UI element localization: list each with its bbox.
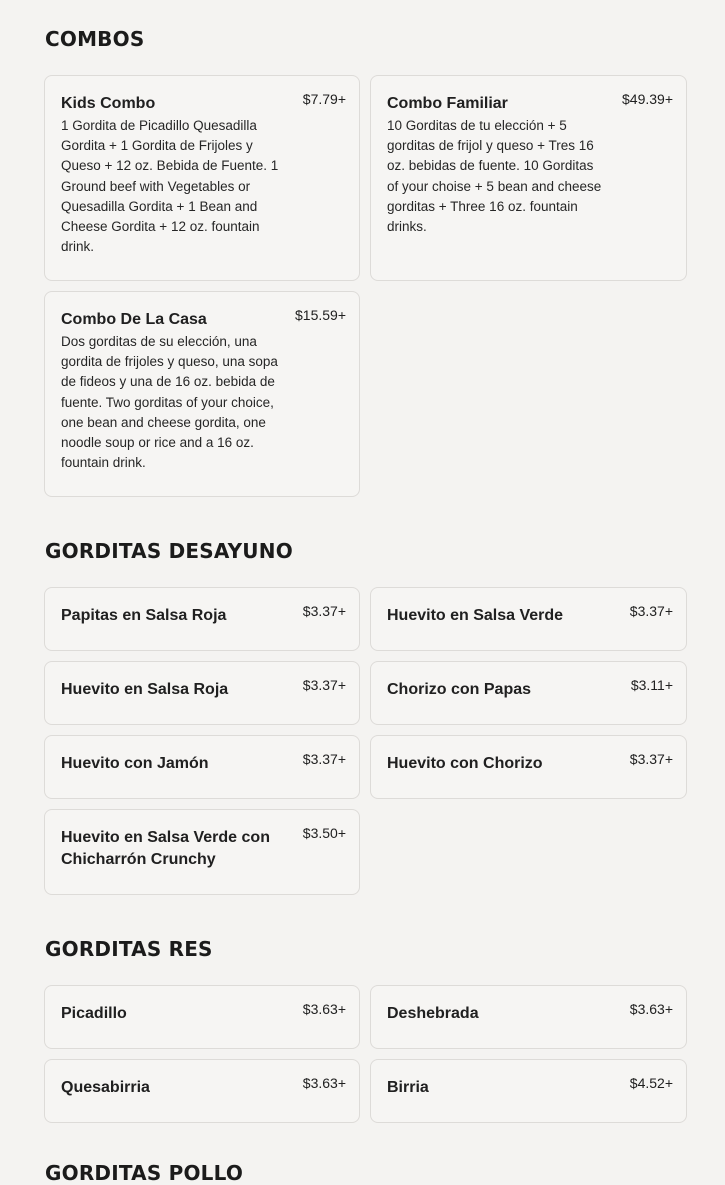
- menu-item-name: Birria: [387, 1079, 429, 1096]
- menu-item-name: Picadillo: [61, 1005, 127, 1022]
- menu-item-card[interactable]: [44, 587, 360, 651]
- menu-item-description: 1 Gordita de Picadillo Quesadilla Gordita + 1 Gordita de Frijoles y Queso + 12 oz. Bebida de Fuente. 1 Ground beef with Vegetables or Quesadilla Gordita + 1 Bean and Cheese Gordita + 12 oz. fountain drink.: [61, 118, 279, 255]
- menu-item-card[interactable]: [370, 985, 687, 1049]
- menu-item-card[interactable]: [44, 1059, 360, 1123]
- menu-item-price: $3.37+: [302, 751, 346, 767]
- menu-item-name: Deshebrada: [387, 1005, 479, 1022]
- menu-item-card[interactable]: [44, 735, 360, 799]
- menu-item-name: Huevito con Chorizo: [387, 755, 543, 772]
- menu-item-card[interactable]: [370, 75, 687, 281]
- section-title-gorditas-pollo: GORDITAS POLLO: [45, 1161, 244, 1185]
- menu-item-price: $3.37+: [302, 603, 346, 619]
- menu-item-price: $3.50+: [302, 825, 346, 841]
- menu-item-price: $49.39+: [622, 91, 673, 107]
- menu-item-card[interactable]: [44, 291, 360, 497]
- section-title-combos: COMBOS: [45, 27, 145, 51]
- section-title-gorditas-res: GORDITAS RES: [45, 937, 213, 961]
- menu-item-price: $3.11+: [630, 677, 673, 693]
- menu-item-price: $7.79+: [302, 91, 346, 107]
- menu-item-price: $3.37+: [302, 677, 346, 693]
- menu-item-card[interactable]: [44, 75, 360, 281]
- menu-item-price: $3.63+: [302, 1001, 346, 1017]
- menu-item-price: $3.37+: [629, 751, 673, 767]
- menu-item-name: Huevito en Salsa Roja: [61, 681, 229, 698]
- menu-item-price: $3.37+: [629, 603, 673, 619]
- menu-item-name: Huevito en Salsa Verde con Chicharrón Crunchy: [61, 829, 270, 868]
- menu-item-price: $3.63+: [302, 1075, 346, 1091]
- menu-item-card[interactable]: [370, 661, 687, 725]
- menu-item-card[interactable]: [370, 587, 687, 651]
- menu-item-price: $15.59+: [295, 307, 346, 323]
- menu-item-name: Chorizo con Papas: [387, 681, 532, 698]
- menu-item-name: Quesabirria: [61, 1079, 150, 1096]
- menu-item-card[interactable]: [370, 735, 687, 799]
- menu-item-name: Kids Combo: [61, 95, 156, 112]
- menu-item-card[interactable]: [44, 661, 360, 725]
- menu-item-name: Papitas en Salsa Roja: [61, 607, 227, 624]
- section-title-gorditas-desayuno: GORDITAS DESAYUNO: [45, 539, 293, 563]
- menu-item-description: Dos gorditas de su elección, una gordita de frijoles y queso, una sopa de fideos y una de 16 oz. bebida de fuente. Two gorditas of your choice, one bean and cheese gordita, one noodle soup or rice and a 16 oz. fountain drink.: [61, 334, 278, 471]
- menu-item-description: 10 Gorditas de tu elección + 5 gorditas de frijol y queso + Tres 16 oz. bebidas de fuente. 10 Gorditas of your choise + 5 bean and cheese gorditas + Three 16 oz. fountain drinks.: [387, 118, 602, 235]
- menu-item-card[interactable]: [44, 809, 360, 895]
- menu-item-name: Huevito con Jamón: [61, 755, 209, 772]
- menu-item-card[interactable]: [44, 985, 360, 1049]
- menu-item-name: Huevito en Salsa Verde: [387, 607, 564, 624]
- menu-item-price: $4.52+: [629, 1075, 673, 1091]
- menu-item-price: $3.63+: [629, 1001, 673, 1017]
- menu-item-name: Combo De La Casa: [61, 311, 207, 328]
- menu-item-card[interactable]: [370, 1059, 687, 1123]
- menu-item-name: Combo Familiar: [387, 95, 508, 112]
